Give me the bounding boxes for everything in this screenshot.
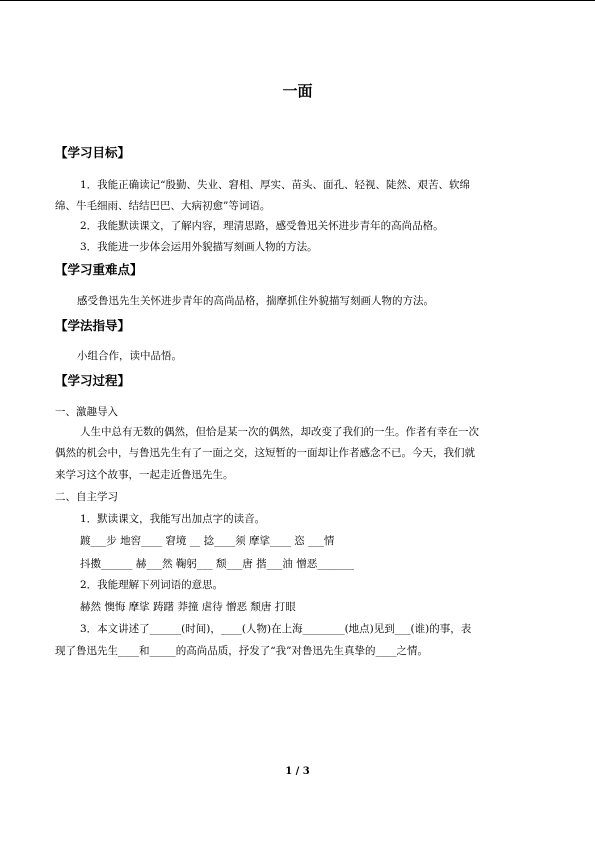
goal-3: 3．我能进一步体会运用外貌描写刻画人物的方法。 (80, 241, 318, 253)
section-heading-process: 【学习过程】 (55, 373, 131, 388)
task-2: 2．我能理解下列词语的意思。 (80, 579, 224, 591)
page-number: 1 / 3 (285, 766, 310, 777)
section-heading-goals: 【学习目标】 (55, 145, 131, 160)
pinyin-row-2: 抖擞______ 赫___然 鞠躬___ 颓___唐 揩___油 憎恶_______ (80, 558, 354, 570)
goal-2: 2．我能默读课文，了解内容，理清思路，感受鲁迅关怀进步青年的高尚品格。 (80, 220, 444, 232)
section-heading-method: 【学法指导】 (55, 318, 131, 333)
pinyin-row-1: 踱___步 地窖____ 窘境 __ 捻____须 摩挲____ 恣 ___情 (80, 535, 335, 547)
task-1: 1．默读课文，我能写出加点字的读音。 (80, 513, 266, 525)
page-title: 一面 (282, 82, 313, 100)
key-points-text: 感受鲁迅先生关怀进步青年的高尚品格，揣摩抓住外貌描写刻画人物的方法。 (77, 295, 434, 307)
task-3-line-2: 现了鲁迅先生____和_____的高尚品质，抒发了“我”对鲁迅先生真挚的____之情。 (55, 645, 428, 657)
top-rule (0, 0, 595, 1)
goal-1-line-2: 绵、牛毛细雨、结结巴巴、大病初愈”等词语。 (55, 200, 271, 212)
task-3-line-1: 3．本文讲述了______(时间)，____(人物)在上海________(地点)见到___(谁)的事，表 (80, 623, 472, 635)
part-1-line-1: 人生中总有无数的偶然，但恰是某一次的偶然，却改变了我们的一生。作者有幸在一次 (80, 426, 479, 438)
part-2-heading: 二、自主学习 (55, 491, 118, 503)
section-heading-key-points: 【学习重难点】 (55, 262, 143, 277)
vocab-row: 赫然 懊悔 摩挲 踌躇 莽撞 虐待 憎恶 颓唐 打眼 (80, 601, 296, 613)
part-1-line-3: 来学习这个故事，一起走近鲁迅先生。 (55, 469, 234, 481)
part-1-heading: 一、激趣导入 (55, 406, 118, 418)
part-1-line-2: 偶然的机会中，与鲁迅先生有了一面之交，这短暂的一面却让作者感念不已。今天，我们就 (55, 447, 475, 459)
method-text: 小组合作，读中品悟。 (77, 350, 182, 362)
goal-1-line-1: 1．我能正确读记“殷勤、失业、窘相、厚实、苗头、面孔、轻视、陡然、艰苦、软绵 (80, 179, 471, 191)
